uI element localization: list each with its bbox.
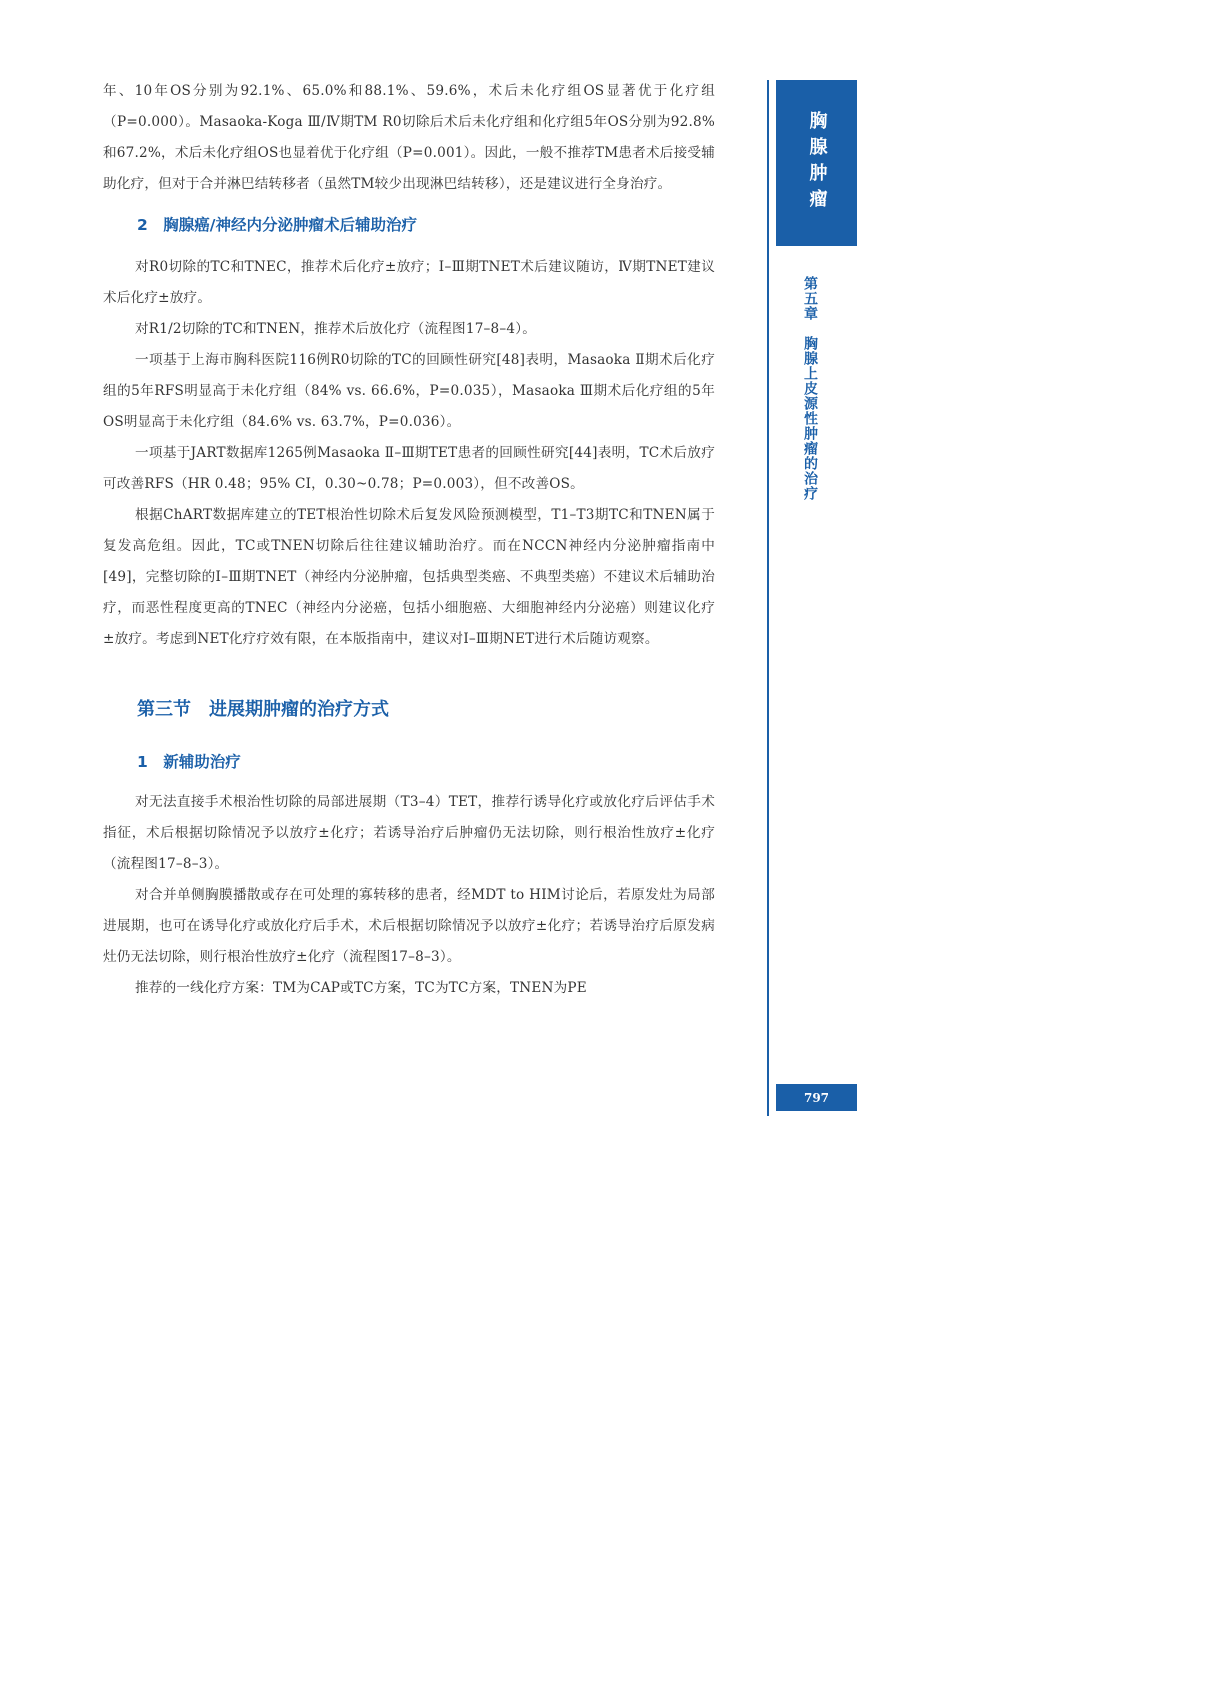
section-heading-advanced: 第三节 进展期肿瘤的治疗方式: [137, 699, 389, 720]
paragraph-shanghai-study: 一项基于上海市胸科医院116例R0切除的TC的回顾性研究[48]表明，Masaoka Ⅱ期术后化疗组的5年RFS明显高于未化疗组（84% vs. 66.6%，P=0.035），Masaoka Ⅲ期术后化疗组的5年OS明显高于未化疗组（84.6% vs. 63.7%，P=0.036）。: [103, 352, 715, 430]
paragraph-locally-advanced: 对无法直接手术根治性切除的局部进展期（T3–4）TET，推荐行诱导化疗或放化疗后评估手术指征，术后根据切除情况予以放疗±化疗；若诱导治疗后肿瘤仍无法切除，则行根治性放疗±化疗（流程图17–8–3）。: [103, 794, 715, 872]
paragraph-os-results: 年、10年OS分别为92.1%、65.0%和88.1%、59.6%，术后未化疗组OS显著优于化疗组（P=0.000）。Masaoka-Koga Ⅲ/Ⅳ期TM R0切除后术后未化疗组和化疗组5年OS分别为92.8%和67.2%，术后未化疗组OS也显着优于化疗组（P=0.001）。因此，一般不推荐TM患者术后接受辅助化疗，但对于合并淋巴结转移者（虽然TM较少出现淋巴结转移），还是建议进行全身治疗。: [103, 83, 715, 192]
chapter-tab: [776, 80, 857, 246]
paragraph-chart-model: 根据ChART数据库建立的TET根治性切除术后复发风险预测模型，T1–T3期TC和TNEN属于复发高危组。因此，TC或TNEN切除后往往建议辅助治疗。而在NCCN神经内分泌肿瘤指南中[49]，完整切除的Ⅰ–Ⅲ期TNET（神经内分泌肿瘤，包括典型类癌、不典型类癌）不建议术后辅助治疗，而恶性程度更高的TNEC（神经内分泌癌，包括小细胞癌、大细胞神经内分泌癌）则建议化疗±放疗。考虑到NET化疗疗效有限，在本版指南中，建议对Ⅰ–Ⅲ期NET进行术后随访观察。: [103, 507, 715, 647]
paragraph-oligometastasis: 对合并单侧胸膜播散或存在可处理的寡转移的患者，经MDT to HIM讨论后，若原发灶为局部进展期，也可在诱导化疗或放化疗后手术，术后根据切除情况予以放疗±化疗；若诱导治疗后原发病灶仍无法切除，则行根治性放疗±化疗（流程图17–8–3）。: [103, 887, 715, 965]
subsection-heading-neoadjuvant: 1 新辅助治疗: [137, 753, 241, 771]
chapter-tab-title: 胸腺肿瘤: [806, 111, 828, 215]
page-number: 797: [776, 1084, 857, 1111]
paragraph-r1-recommendation: 对R1/2切除的TC和TNEN，推荐术后放化疗（流程图17–8–4）。: [135, 321, 537, 337]
paragraph-r0-recommendation: 对R0切除的TC和TNEC，推荐术后化疗±放疗；Ⅰ–Ⅲ期TNET术后建议随访，Ⅳ期TNET建议术后化疗±放疗。: [103, 259, 715, 306]
margin-divider-line: [767, 80, 769, 1116]
subsection-heading-adjuvant: 2 胸腺癌/神经内分泌肿瘤术后辅助治疗: [137, 216, 417, 234]
main-content: [103, 76, 715, 1004]
chapter-title: 第五章 胸腺上皮源性肿瘤的治疗: [802, 276, 818, 501]
paragraph-jart-study: 一项基于JART数据库1265例Masaoka Ⅱ–Ⅲ期TET患者的回顾性研究[44]表明，TC术后放疗可改善RFS（HR 0.48；95% CI，0.30~0.78；P=0.003），但不改善OS。: [103, 445, 715, 492]
paragraph-first-line: 推荐的一线化疗方案：TM为CAP或TC方案，TC为TC方案，TNEN为PE: [135, 980, 587, 996]
